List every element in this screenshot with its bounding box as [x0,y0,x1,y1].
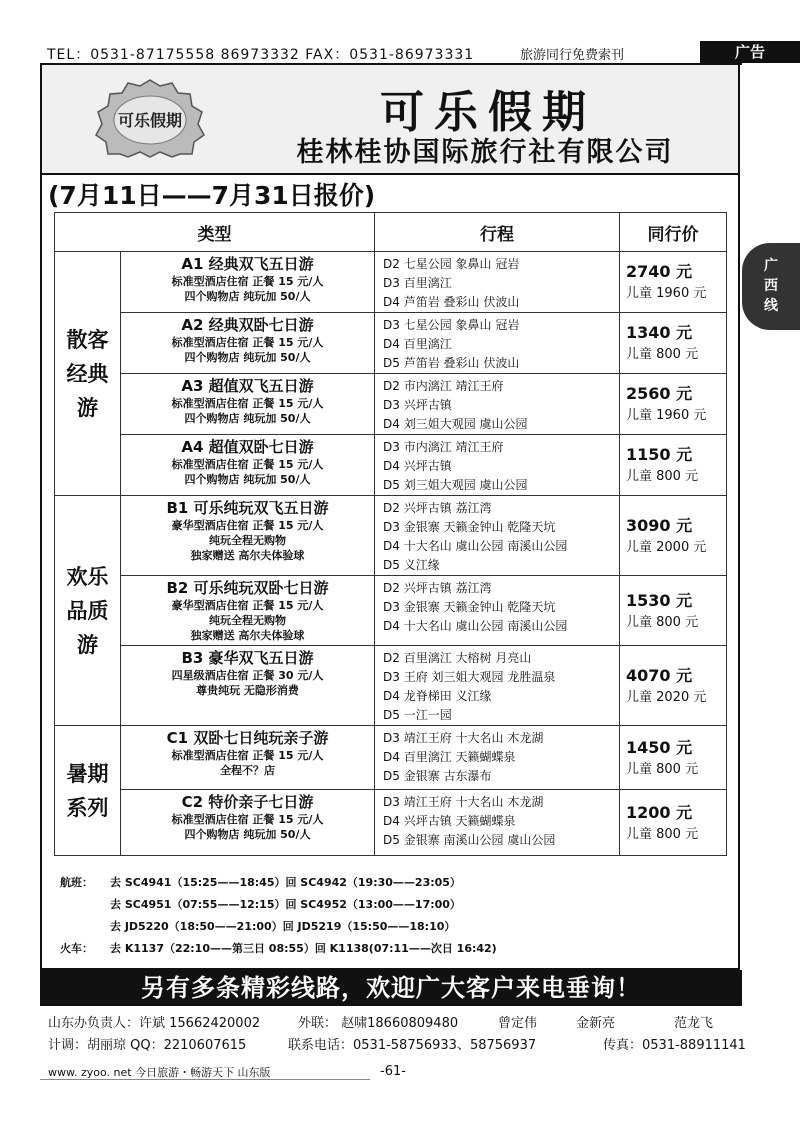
itinerary-cell [375,726,620,790]
child-price: 儿童 800 元 [626,347,699,362]
company-name: 桂林桂协国际旅行社有限公司 [296,137,674,168]
contact-item: 传真：0531-88911141 [603,1038,746,1053]
adult-price: 1450 元 [626,737,693,757]
price-cell [620,435,727,496]
package-detail: 四个购物店 纯玩加 50/人 [184,412,311,425]
package-detail: 四个购物店 纯玩加 50/人 [184,351,311,364]
itinerary-cell [375,374,620,435]
itinerary-day: D3 百里漓江 [383,276,452,290]
package-detail: 标准型酒店住宿 正餐 15 元/人 [171,275,324,288]
itinerary-day: D3 七星公园 象鼻山 冠岩 [383,318,520,332]
itinerary-day: D4 百里漓江 [383,337,452,351]
package-detail: 标准型酒店住宿 正餐 15 元/人 [171,749,324,762]
itinerary-day: D4 芦笛岩 叠彩山 伏波山 [383,295,520,309]
contact-block [48,1013,746,1057]
adult-price: 4070 元 [626,665,693,685]
price-cell [620,790,727,856]
flight-line: 去 JD5220（18:50——21:00）回 JD5219（15:50——18:10） [110,920,456,933]
price-cell [620,576,727,646]
itinerary-day: D3 市内漓江 靖江王府 [383,440,504,454]
package-cell [121,252,375,313]
child-price: 儿童 800 元 [626,469,699,484]
itinerary-day: D3 靖江王府 十大名山 木龙湖 [383,795,544,809]
package-detail: 标准型酒店住宿 正餐 15 元/人 [171,458,324,471]
price-table [54,212,727,856]
itinerary-day: D2 百里漓江 大榕树 月亮山 [383,651,532,665]
itinerary-cell [375,576,620,646]
adult-price: 1200 元 [626,802,693,822]
package-detail: 四个购物店 纯玩加 50/人 [184,828,311,841]
package-title: B3 豪华双飞五日游 [181,649,314,667]
ad-tag: 广告 [700,41,800,63]
package-cell [121,726,375,790]
itinerary-day: D4 龙脊梯田 义江缘 [383,689,492,703]
itinerary-day: D5 芦笛岩 叠彩山 伏波山 [383,356,520,370]
price-cell [620,726,727,790]
package-detail: 四个购物店 纯玩加 50/人 [184,290,311,303]
adult-price: 1340 元 [626,323,693,342]
itinerary-day: D3 兴坪古镇 [383,398,452,412]
category-label [55,496,121,726]
package-title: A4 超值双卧七日游 [181,438,314,456]
page-number: -61- [380,1064,406,1079]
child-price: 儿童 2020 元 [626,689,707,705]
category-name: 散客经典游 [66,327,109,420]
adult-price: 3090 元 [626,515,693,535]
category-name: 暑期系列 [66,761,109,820]
package-cell [121,313,375,374]
contact-item: 外联： 赵啸18660809480 [298,1016,459,1031]
itinerary-day: D5 刘三姐大观园 虞山公园 [383,478,528,492]
package-cell [121,646,375,726]
itinerary-day: D4 兴坪古镇 [383,459,452,473]
price-cell [620,252,727,313]
itinerary-day: D4 十大名山 虞山公园 南溪山公园 [383,619,568,633]
itinerary-cell [375,646,620,726]
package-detail: 独家赠送 高尔夫体验球 [190,549,305,562]
itinerary-day: D3 靖江王府 十大名山 木龙湖 [383,731,544,745]
itinerary-day: D5 金银寨 古东瀑布 [383,769,492,783]
itinerary-cell [375,252,620,313]
package-detail: 纯玩全程无购物 [209,534,286,547]
itinerary-day: D3 王府 刘三姐大观园 龙胜温泉 [383,670,556,684]
package-cell [121,435,375,496]
flight-line: 去 SC4951（07:55——12:15）回 SC4952（13:00——17:00） [110,898,461,911]
contact-item: 计调：胡丽琼 QQ：2210607615 [48,1038,247,1053]
region-tab-char: 广 [764,258,778,274]
child-price: 儿童 800 元 [626,826,699,842]
contact-item: 金新亮 [576,1016,616,1031]
package-cell [121,790,375,856]
promo-banner: 另有多条精彩线路，欢迎广大客户来电垂询！ [40,970,742,1006]
package-detail: 独家赠送 高尔夫体验球 [190,629,305,642]
price-cell [620,313,727,374]
contact-line: TEL：0531-87175558 86973332 FAX：0531-86973331 [47,47,475,63]
flight-line: 去 SC4941（15:25——18:45）回 SC4942（19:30——23:05） [110,876,461,889]
child-price: 儿童 800 元 [626,761,699,777]
package-detail: 全程不？店 [220,764,275,777]
brand-title: 可乐假期 [380,87,596,138]
itinerary-day: D5 一江一园 [383,708,452,722]
footer-divider [40,1079,370,1080]
contact-item: 山东办负责人：许斌 15662420002 [48,1016,261,1031]
itinerary-day: D4 兴坪古镇 天籁蝴蝶泉 [383,814,516,828]
transport-info [60,872,497,960]
itinerary-day: D5 金银寨 南溪山公园 虞山公园 [383,833,556,847]
itinerary-day: D2 市内漓江 靖江王府 [383,379,504,393]
bottle-cap-logo [90,78,210,158]
package-title: A2 经典双卧七日游 [181,316,314,334]
package-detail: 标准型酒店住宿 正餐 15 元/人 [171,813,324,826]
package-title: A3 超值双飞五日游 [181,377,314,395]
price-cell [620,496,727,576]
itinerary-day: D2 七星公园 象鼻山 冠岩 [383,257,520,271]
logo-text: 可乐假期 [117,111,183,130]
itinerary-day: D4 刘三姐大观园 虞山公园 [383,417,528,431]
itinerary-day: D4 百里漓江 天籁蝴蝶泉 [383,750,516,764]
itinerary-cell [375,313,620,374]
itinerary-cell [375,790,620,856]
itinerary-day: D3 金银寨 天籁金钟山 乾隆天坑 [383,520,556,534]
contact-item: 曾定伟 [498,1016,538,1031]
child-price: 儿童 1960 元 [626,408,707,423]
region-tab [742,243,800,330]
itinerary-cell [375,435,620,496]
package-detail: 纯玩全程无购物 [209,614,286,627]
package-cell [121,374,375,435]
itinerary-day: D4 十大名山 虞山公园 南溪山公园 [383,539,568,553]
itinerary-day: D2 兴坪古镇 荔江湾 [383,581,492,595]
region-tab-char: 线 [764,298,778,314]
train-line: 去 K1137（22:10——第三日 08:55）回 K1138(07:11——次日 16:42) [110,942,497,955]
itinerary-cell [375,496,620,576]
contact-item: 范龙飞 [674,1016,714,1031]
package-detail: 四个购物店 纯玩加 50/人 [184,473,311,486]
package-detail: 尊贵纯玩 无隐形消费 [196,684,299,697]
adult-price: 1150 元 [626,445,693,464]
package-cell [121,576,375,646]
transport-label: 火车： [60,942,93,955]
col-header-type: 类型 [55,213,375,252]
col-header-price: 同行价 [620,213,727,252]
itinerary-day: D2 兴坪古镇 荔江湾 [383,501,492,515]
tagline: 旅游同行免费索刊 [520,48,625,63]
package-detail: 标准型酒店住宿 正餐 15 元/人 [171,397,324,410]
price-cell [620,374,727,435]
child-price: 儿童 2000 元 [626,539,707,555]
package-detail: 四星级酒店住宿 正餐 30 元/人 [171,669,324,682]
footer-site: www. zyoo. net 今日旅游・畅游天下 山东版 [48,1066,271,1079]
adult-price: 2560 元 [626,384,693,403]
package-cell [121,496,375,576]
package-title: B1 可乐纯玩双飞五日游 [166,499,329,517]
contact-item: 联系电话：0531-58756933、58756937 [288,1038,537,1053]
package-title: C1 双卧七日纯玩亲子游 [166,729,329,747]
child-price: 儿童 800 元 [626,614,699,630]
package-title: A1 经典双飞五日游 [181,255,314,273]
package-title: B2 可乐纯玩双卧七日游 [166,579,329,597]
itinerary-day: D3 金银寨 天籁金钟山 乾隆天坑 [383,600,556,614]
category-label [55,726,121,856]
package-title: C2 特价亲子七日游 [181,793,314,811]
col-header-route: 行程 [375,213,620,252]
package-detail: 豪华型酒店住宿 正餐 15 元/人 [171,599,324,612]
category-label [55,252,121,496]
adult-price: 2740 元 [626,262,693,281]
child-price: 儿童 1960 元 [626,286,707,301]
package-detail: 标准型酒店住宿 正餐 15 元/人 [171,336,324,349]
price-period: (7月11日——7月31日报价) [48,181,376,210]
transport-label: 航班： [60,876,93,889]
adult-price: 1530 元 [626,590,693,610]
package-detail: 豪华型酒店住宿 正餐 15 元/人 [171,519,324,532]
price-cell [620,646,727,726]
region-tab-char: 西 [764,278,778,294]
category-name: 欢乐品质游 [66,564,109,657]
itinerary-day: D5 义江缘 [383,558,440,572]
